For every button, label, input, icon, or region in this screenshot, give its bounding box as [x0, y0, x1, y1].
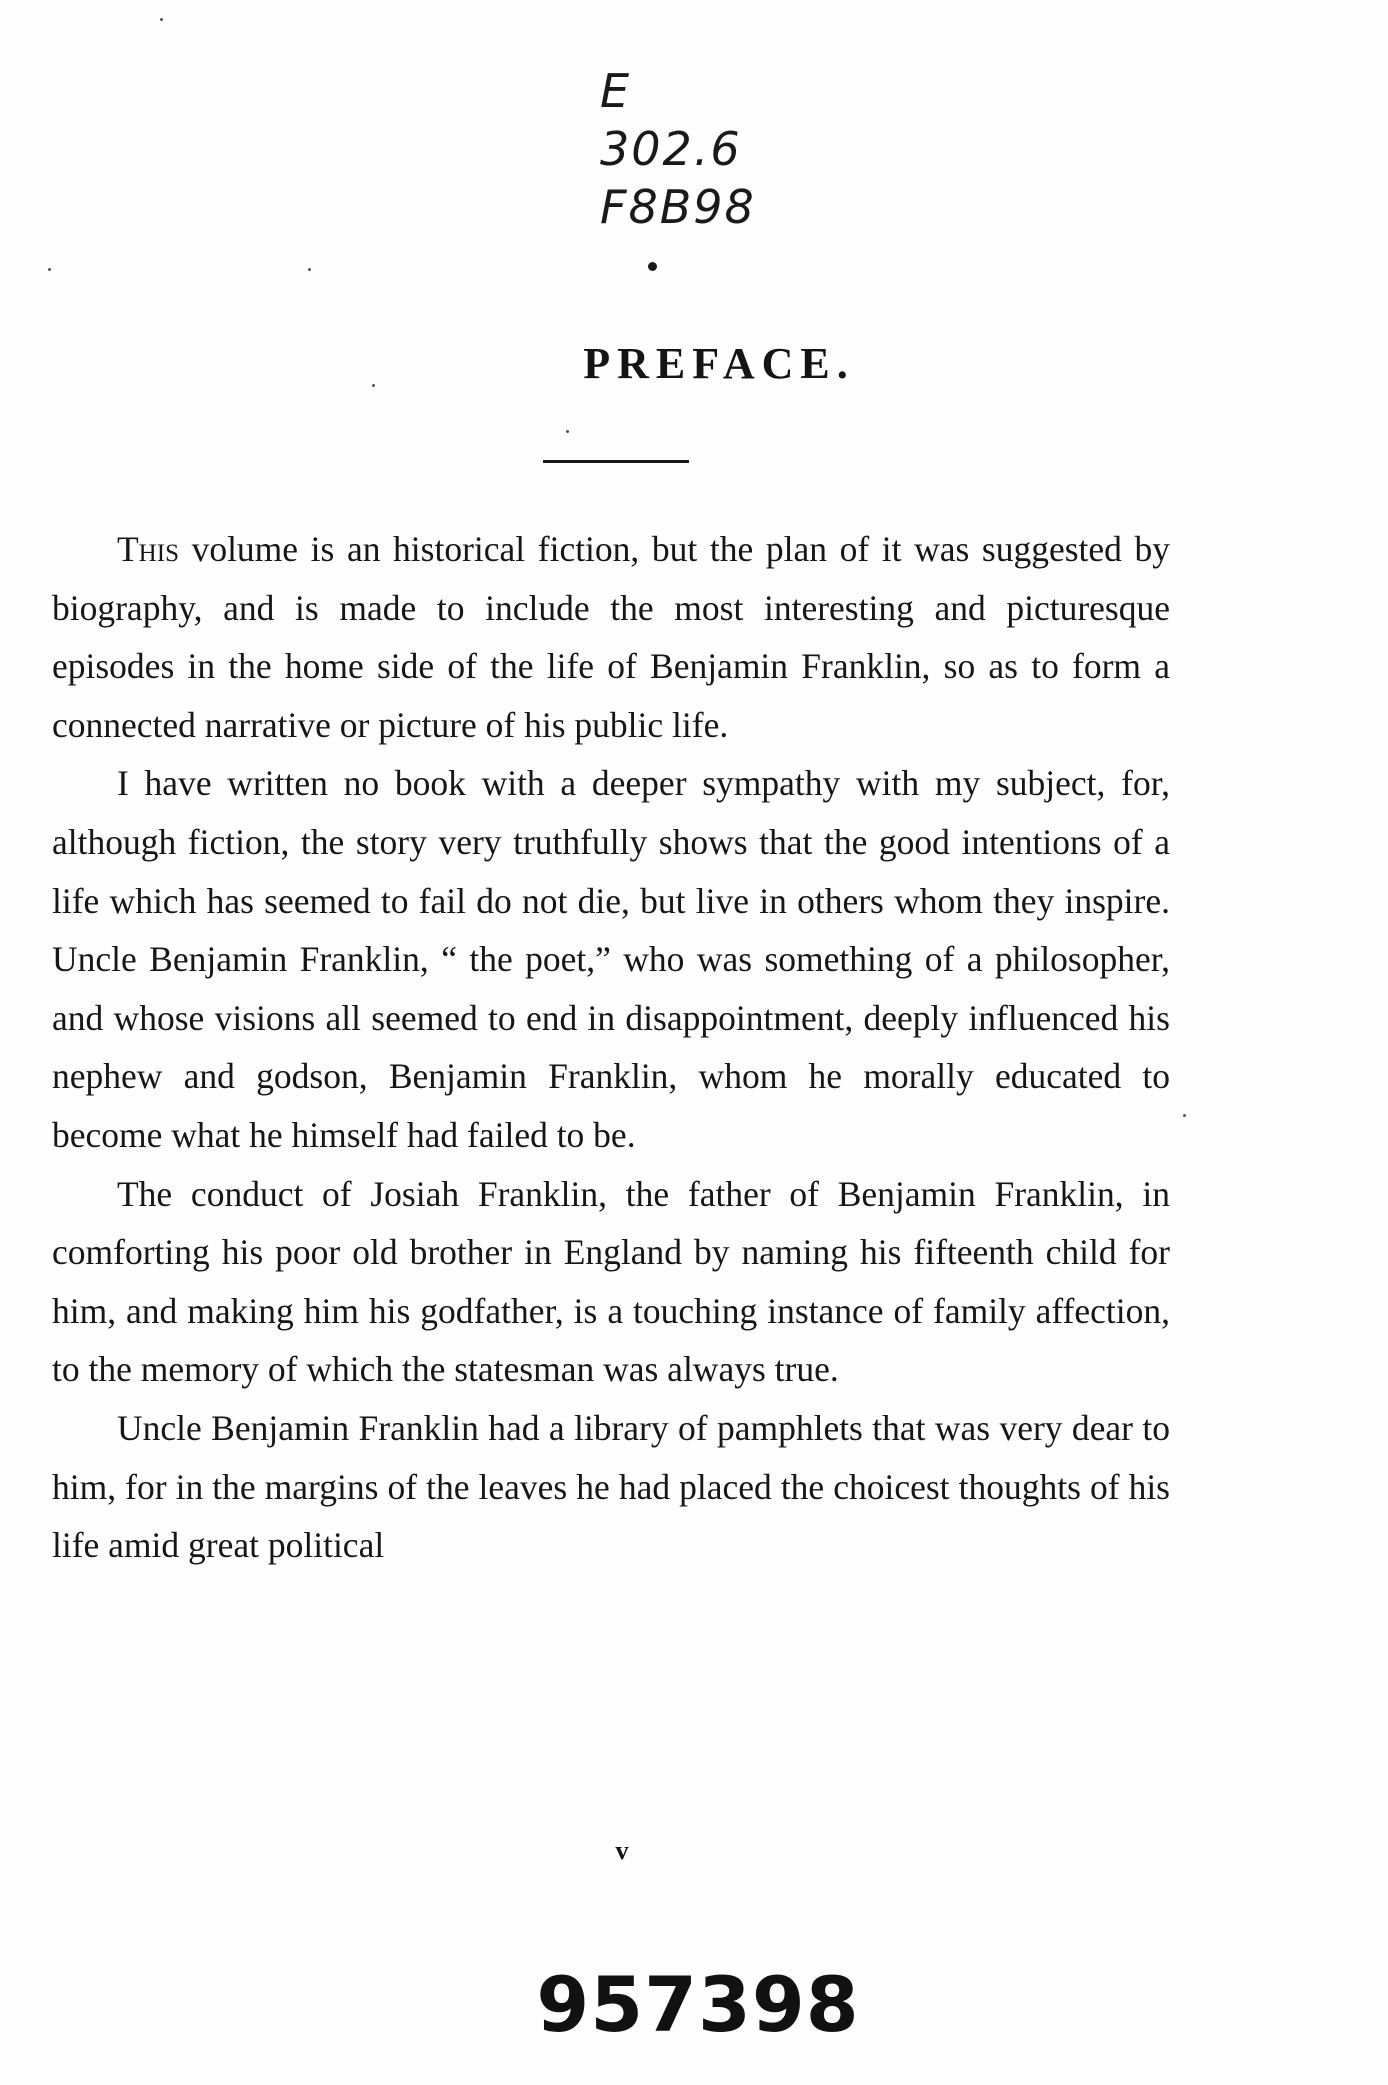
preface-body	[52, 520, 1170, 1575]
paragraph-2: I have written no book with a deeper sympathy with my subject, for, although fiction, the story very truthfully shows that the good intentions of a life which has seemed to fail do not die, but live in others whom they inspire. Uncle Benjamin Franklin, “ the poet,” who was something of a philosopher, and whose visions all seemed to end in disappointment, deeply influenced his nephew and godson, Benjamin Franklin, whom he morally educated to become what he himself had failed to be.	[52, 763, 1170, 1155]
paper-speck	[308, 268, 311, 271]
paragraph-lead-word: This	[117, 529, 179, 569]
ink-dot	[648, 262, 657, 271]
paper-speck	[48, 268, 51, 271]
paper-speck	[1183, 1114, 1186, 1117]
paragraph-text: volume is an historical fiction, but the plan of it was suggested by biography, and is made to include the most interesting and picturesque episodes in the home side of the life of Benjamin Franklin, so as to form a connected narrative or picture of his public life.	[52, 529, 1170, 745]
paper-speck	[160, 18, 163, 21]
paragraph-3: The conduct of Josiah Franklin, the father of Benjamin Franklin, in comforting his poor old brother in England by naming his fifteenth child for him, and making him his godfather, is a touching instance of family affection, to the memory of which the statesman was always true.	[52, 1173, 1170, 1390]
paper-speck	[566, 430, 569, 433]
page-title: PREFACE.	[583, 339, 855, 388]
page-number: v	[615, 1836, 629, 1865]
call-number-line-2: 302.6	[600, 122, 742, 176]
title-divider	[543, 460, 689, 463]
accession-number: 957398	[536, 1960, 860, 2049]
paragraph-1	[52, 520, 1170, 754]
paragraph-4: Uncle Benjamin Franklin had a library of pamphlets that was very dear to him, for in the margins of the leaves he had placed the choicest thoughts of his life amid great political	[52, 1407, 1170, 1566]
call-number-line-3: F8B98	[600, 180, 756, 234]
call-number-line-1: E	[600, 64, 632, 118]
handwritten-call-number	[600, 62, 860, 236]
